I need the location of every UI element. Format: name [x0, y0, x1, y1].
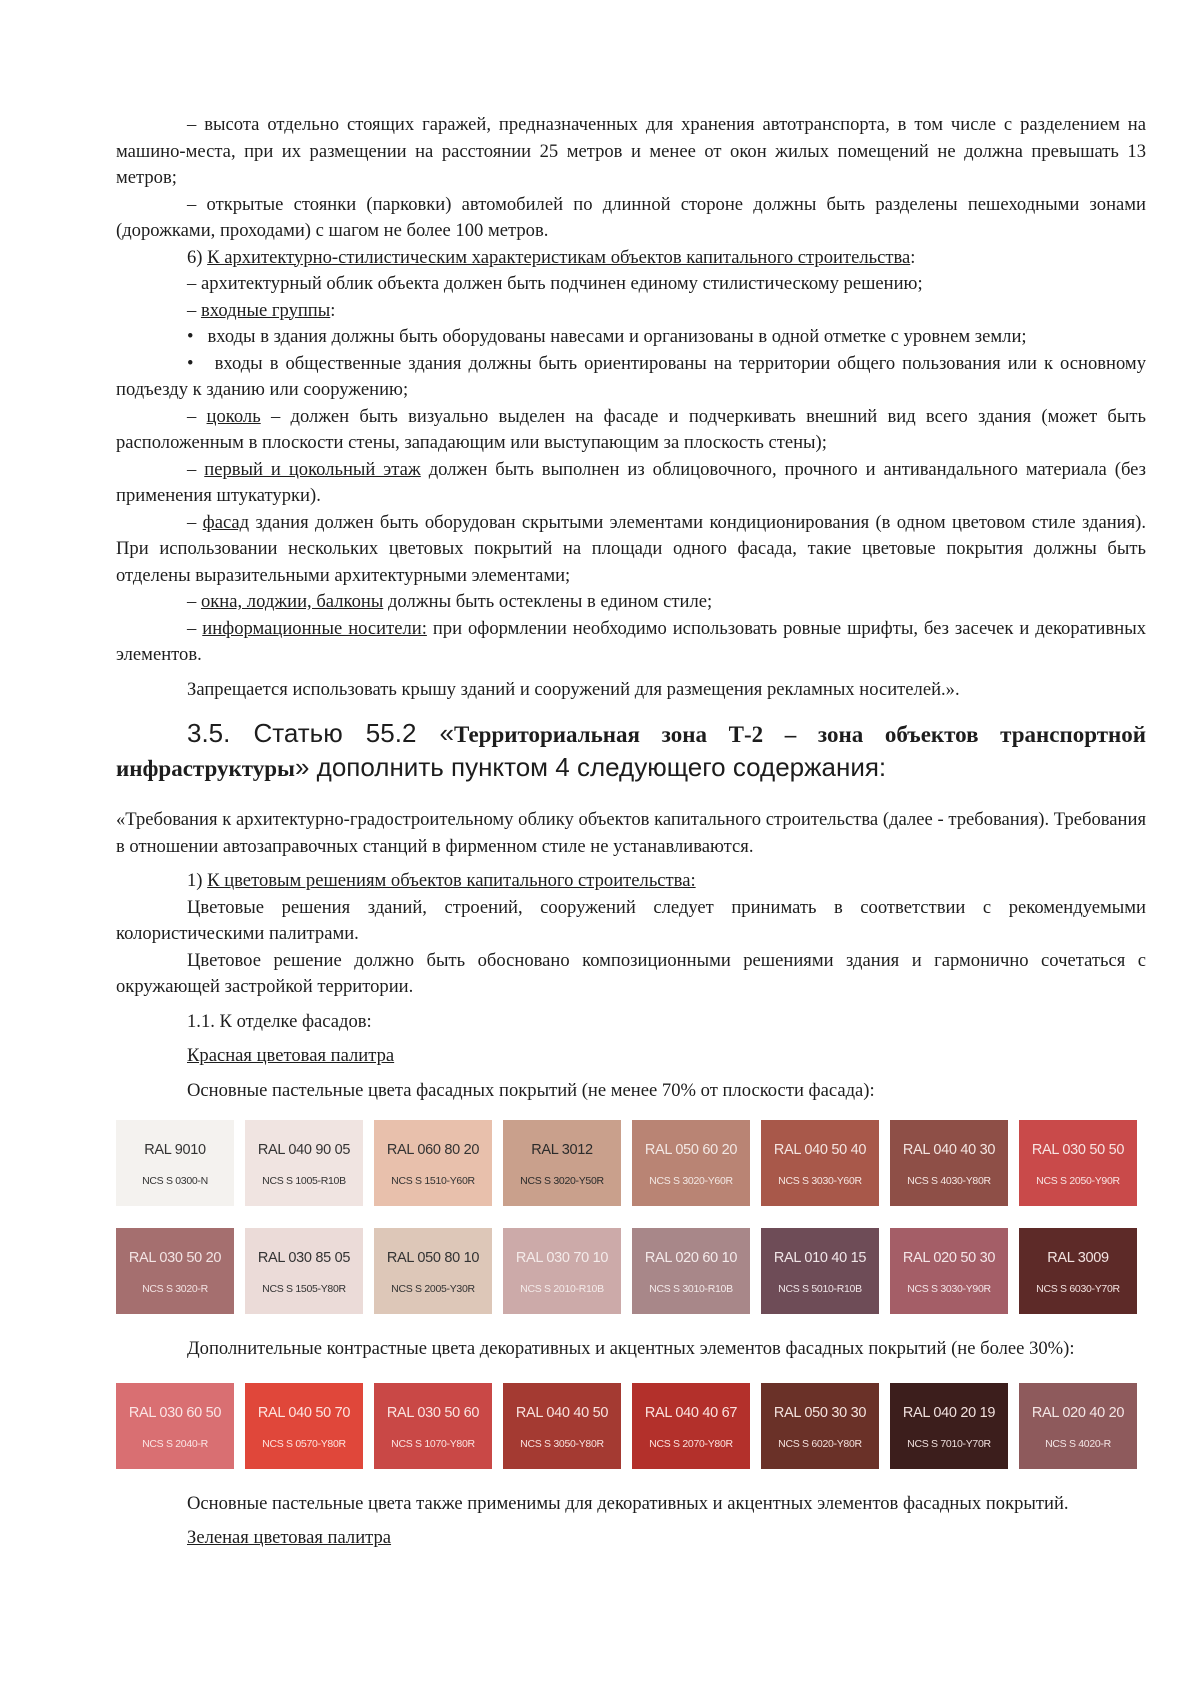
paragraph-prohibit: Запрещается использовать крышу зданий и сооружений для размещения рекламных носителей.». — [187, 678, 960, 700]
color-swatch — [1019, 1228, 1137, 1314]
color-swatch — [632, 1120, 750, 1206]
swatch-ral-code: RAL 020 40 20 — [1031, 1404, 1125, 1421]
swatch-ral-code: RAL 030 70 10 — [515, 1250, 609, 1266]
item-1: 1) К цветовым решениям объектов капитального строительства: — [187, 870, 696, 891]
swatch-ral-code: RAL 050 30 30 — [773, 1404, 867, 1421]
color-swatch — [503, 1120, 621, 1206]
swatch-ral-code: RAL 3009 — [1047, 1250, 1109, 1266]
swatch-ral-code: RAL 040 40 50 — [515, 1404, 609, 1421]
swatch-ncs-code: NCS S 1070-Y80R — [391, 1437, 475, 1450]
swatch-ncs-code: NCS S 2050-Y90R — [1036, 1175, 1120, 1187]
swatch-ncs-code: NCS S 5010-R10B — [778, 1283, 862, 1295]
swatch-ncs-code: NCS S 2005-Y30R — [391, 1283, 475, 1295]
paragraph-architecture: – архитектурный облик объекта должен быть подчинен единому стилистическому решению; — [187, 273, 923, 294]
extra-swatch-row — [116, 1383, 1146, 1469]
swatch-ncs-code: NCS S 2040-R — [142, 1437, 208, 1450]
paragraph-info-carriers: – информационные носители: при оформлении необходимо использовать ровные шрифты, без засечек и декоративных элементов. — [116, 617, 1146, 665]
swatch-ncs-code: NCS S 3020-Y60R — [649, 1175, 733, 1187]
paragraph-garage-height: – высота отдельно стоящих гаражей, предназначенных для хранения автотранспорта, в том числе с разделением на машино-места, при их размещении на расстоянии 25 метров и менее от окон жилых помещений не должна превышать 13 метров; — [116, 114, 1146, 188]
swatch-ral-code: RAL 040 90 05 — [257, 1142, 351, 1158]
basic-colors-caption: Основные пастельные цвета фасадных покрытий (не менее 70% от плоскости фасада): — [187, 1079, 875, 1101]
red-palette-title: Красная цветовая палитра — [187, 1045, 395, 1066]
color-swatch — [890, 1383, 1008, 1469]
swatch-ral-code: RAL 030 50 20 — [128, 1250, 222, 1266]
swatch-ncs-code: NCS S 1510-Y60R — [391, 1175, 475, 1187]
color-swatch — [503, 1383, 621, 1469]
swatch-ral-code: RAL 060 80 20 — [386, 1142, 480, 1158]
swatch-ncs-code: NCS S 1505-Y80R — [262, 1283, 346, 1295]
swatch-ral-code: RAL 020 60 10 — [644, 1250, 738, 1266]
color-swatch — [761, 1228, 879, 1314]
swatch-ral-code: RAL 040 50 40 — [773, 1142, 867, 1158]
bullet-icon: • — [187, 326, 208, 347]
basic-swatch-row-1 — [116, 1120, 1146, 1206]
swatch-ncs-code: NCS S 4020-R — [1045, 1437, 1111, 1450]
entrance-groups: – входные группы: — [187, 299, 336, 321]
color-swatch — [116, 1228, 234, 1314]
swatch-ncs-code: NCS S 3030-Y90R — [907, 1283, 991, 1295]
swatch-ral-code: RAL 040 50 70 — [257, 1404, 351, 1421]
color-swatch — [245, 1228, 363, 1314]
swatch-ncs-code: NCS S 6030-Y70R — [1036, 1283, 1120, 1295]
section-heading-3-5: 3.5. Статью 55.2 «Территориальная зона Т-2 – зона объектов транспортной инфраструктуры» дополнить пунктом 4 следующего содержания: — [116, 718, 1146, 782]
swatch-ral-code: RAL 030 60 50 — [128, 1404, 222, 1421]
color-swatch — [761, 1383, 879, 1469]
swatch-ncs-code: NCS S 3020-Y50R — [520, 1175, 604, 1187]
swatch-ral-code: RAL 030 50 50 — [1031, 1142, 1125, 1158]
swatch-ral-code: RAL 010 40 15 — [773, 1250, 867, 1266]
green-palette-title: Зеленая цветовая палитра — [187, 1527, 392, 1548]
swatch-ncs-code: NCS S 7010-Y70R — [907, 1437, 991, 1450]
color-swatch — [890, 1228, 1008, 1314]
bullet-item: • входы в здания должны быть оборудованы навесами и организованы в одной отметке с уровнем земли; — [187, 326, 1027, 347]
color-swatch — [374, 1383, 492, 1469]
paragraph-color-2: Цветовое решение должно быть обосновано композиционными решениями здания и гармонично сочетаться с окружающей застройкой территории. — [116, 949, 1146, 997]
swatch-ncs-code: NCS S 0300-N — [142, 1175, 208, 1187]
swatch-ral-code: RAL 3012 — [531, 1142, 593, 1158]
swatch-ncs-code: NCS S 3020-R — [142, 1283, 208, 1295]
swatch-ral-code: RAL 050 60 20 — [644, 1142, 738, 1158]
paragraph-parking: – открытые стоянки (парковки) автомобилей по длинной стороне должны быть разделены пешеходными зонами (дорожками, проходами) с шагом не более 100 метров. — [116, 193, 1146, 241]
color-swatch — [116, 1120, 234, 1206]
swatch-ral-code: RAL 020 50 30 — [902, 1250, 996, 1266]
swatch-ncs-code: NCS S 4030-Y80R — [907, 1175, 991, 1187]
color-swatch — [245, 1120, 363, 1206]
color-swatch — [761, 1120, 879, 1206]
swatch-ncs-code: NCS S 0570-Y80R — [262, 1437, 346, 1450]
swatch-ral-code: RAL 040 40 67 — [644, 1404, 738, 1421]
swatch-ral-code: RAL 040 20 19 — [902, 1404, 996, 1421]
color-swatch — [632, 1228, 750, 1314]
bullet-item: • входы в общественные здания должны быть ориентированы на территории общего пользования или к основному подъезду к зданию или сооружению; — [116, 352, 1146, 400]
paragraph-closing: Основные пастельные цвета также применимы для декоративных и акцентных элементов фасадных покрытий. — [187, 1492, 1069, 1514]
color-swatch — [1019, 1120, 1137, 1206]
item-1-1: 1.1. К отделке фасадов: — [187, 1010, 372, 1032]
swatch-ncs-code: NCS S 2070-Y80R — [649, 1437, 733, 1450]
paragraph-color-1: Цветовые решения зданий, строений, сооружений следует принимать в соответствии с рекомендуемыми колористическими палитрами. — [116, 896, 1146, 944]
color-swatch — [374, 1120, 492, 1206]
swatch-ncs-code: NCS S 6020-Y80R — [778, 1437, 862, 1450]
color-swatch — [116, 1383, 234, 1469]
color-swatch — [890, 1120, 1008, 1206]
paragraph-windows: – окна, лоджии, балконы должны быть остеклены в едином стиле; — [187, 591, 713, 612]
item-6-title: К архитектурно-стилистическим характеристикам объектов капитального строительства — [207, 246, 911, 268]
swatch-ncs-code: NCS S 2010-R10B — [520, 1283, 604, 1295]
swatch-ral-code: RAL 040 40 30 — [902, 1142, 996, 1158]
swatch-ral-code: RAL 9010 — [144, 1142, 206, 1158]
paragraph-requirements: «Требования к архитектурно-градостроительному облику объектов капитального строительства (далее - требования). Требования в отношении автозаправочных станций в фирменном стиле не устанавливаются. — [116, 809, 1146, 857]
color-swatch — [245, 1383, 363, 1469]
color-swatch — [503, 1228, 621, 1314]
color-swatch — [1019, 1383, 1137, 1469]
document-body — [116, 112, 1146, 1552]
swatch-ral-code: RAL 050 80 10 — [386, 1250, 480, 1266]
swatch-ral-code: RAL 030 85 05 — [257, 1250, 351, 1266]
item-6: 6) К архитектурно-стилистическим характеристикам объектов капитального строительства: — [187, 246, 916, 268]
bullet-icon: • — [187, 352, 215, 374]
swatch-ncs-code: NCS S 1005-R10B — [262, 1175, 346, 1187]
swatch-ncs-code: NCS S 3010-R10B — [649, 1283, 733, 1295]
extra-colors-caption: Дополнительные контрастные цвета декоративных и акцентных элементов фасадных покрытий (не более 30%): — [187, 1338, 1075, 1359]
color-swatch — [632, 1383, 750, 1469]
paragraph-first-floor: – первый и цокольный этаж должен быть выполнен из облицовочного, прочного и антивандального материала (без применения штукатурки). — [116, 458, 1146, 506]
swatch-ncs-code: NCS S 3030-Y60R — [778, 1175, 862, 1187]
basic-swatch-row-2 — [116, 1228, 1146, 1314]
color-swatch — [374, 1228, 492, 1314]
paragraph-facade: – фасад здания должен быть оборудован скрытыми элементами кондиционирования (в одном цветовом стиле здания). При использовании нескольких цветовых покрытий на площади одного фасада, такие цветовые покрытия должны быть отделены выразительными архитектурными элементами; — [116, 511, 1146, 586]
swatch-ral-code: RAL 030 50 60 — [386, 1404, 480, 1421]
swatch-ncs-code: NCS S 3050-Y80R — [520, 1437, 604, 1450]
paragraph-plinth: – цоколь – должен быть визуально выделен на фасаде и подчеркивать внешний вид всего здания (может быть расположенным в плоскости стены, западающим или выступающим за плоскость стены); — [116, 405, 1146, 453]
